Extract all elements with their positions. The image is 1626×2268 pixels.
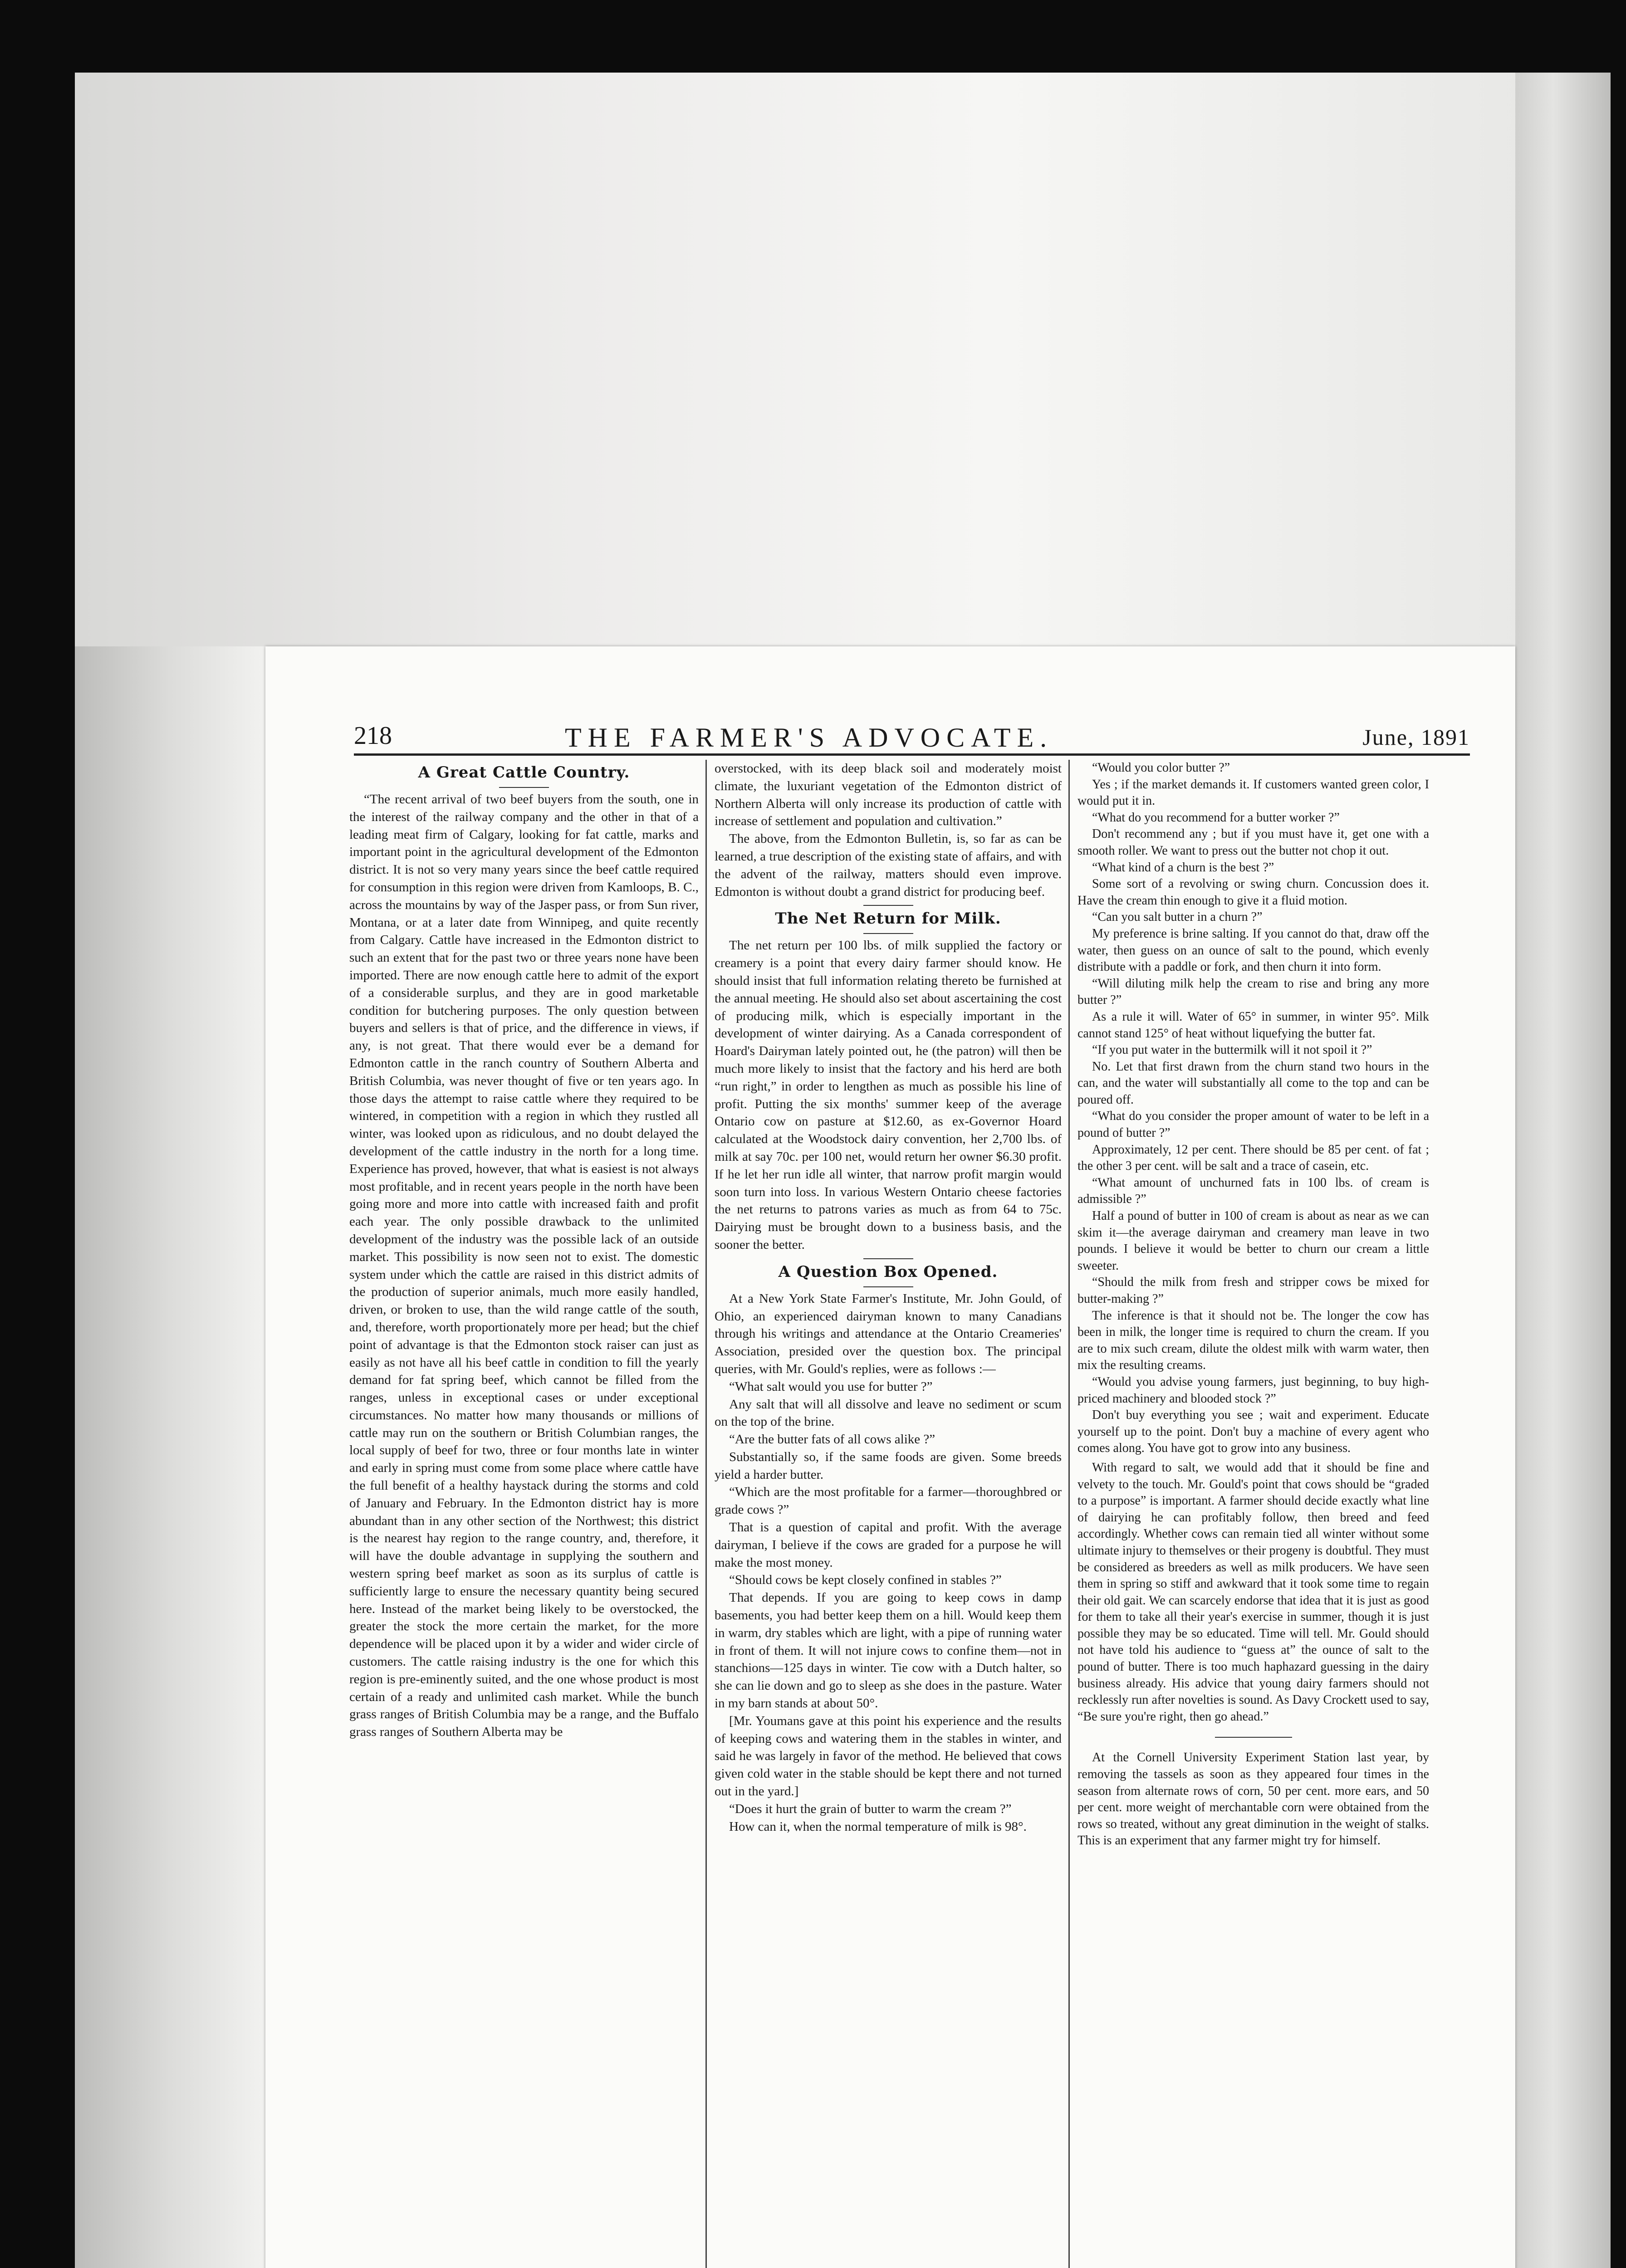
qa-paragraph: Half a pound of butter in 100 of cream is about as near as we can skim it—the average dairyman and creamery man leave in two pounds. I believe it would be better to churn our cream a little sweeter. bbox=[1077, 1209, 1429, 1273]
qa-paragraph: “What amount of unchurned fats in 100 lbs. of cream is admissible ?” bbox=[1077, 1175, 1429, 1207]
qa-paragraph: My preference is brine salting. If you cannot do that, draw off the water, then guess on an ounce of salt to the pound, which evenly distribute with a paddle or fork, and then churn it into form. bbox=[1077, 926, 1429, 974]
scan-border-top bbox=[0, 0, 1626, 73]
qa-paragraph: “Which are the most profitable for a farmer—thoroughbred or grade cows ?” bbox=[715, 1485, 1062, 1517]
column-divider bbox=[705, 760, 707, 2268]
qa-paragraph: “What salt would you use for butter ?” bbox=[729, 1379, 933, 1394]
article-continuation-cattle: overstocked, with its deep black soil and moderately moist climate, the luxuriant vegetation of the Edmonton district of Northern Alberta will only increase its production of cattle with increase of settlement and population and cultivation.” bbox=[715, 761, 1062, 829]
question-answer-list bbox=[1077, 760, 1429, 1457]
qa-paragraph: “What kind of a churn is the best ?” bbox=[1092, 860, 1274, 875]
article-body-net-return: The net return per 100 lbs. of milk supplied the factory or creamery is a point that every dairy farmer should know. He should insist that full information relating thereto be furnished at the annual meeting. He should also set about ascertaining the cost of producing milk, which is especially important in the development of winter dairying. As a Canada correspondent of Hoard's Dairyman lately pointed out, he (the patron) will then be much more likely to insist that the factory and his herd are both “run right,” in order to lengthen as much as possible his line of profit. Putting the six months' summer keep of the average Ontario cow on pasture at $12.60, as ex-Governor Hoard calculated at the Woodstock dairy convention, her 2,700 lbs. of milk at say 70c. per 100 net, would return her owner $6.30 profit. If he let her run idle all winter, that narrow profit margin would soon turn into loss. In various Western Ontario cheese factories the net returns to patrons varies as much as from 64 to 75c. Dairying must be brought down to a business basis, and the sooner the better. bbox=[715, 938, 1062, 1252]
section-rule bbox=[1215, 1737, 1292, 1738]
scan-border-left bbox=[0, 0, 75, 2268]
qa-paragraph: “Should the milk from fresh and stripper cows be mixed for butter-making ?” bbox=[1077, 1275, 1429, 1306]
section-rule bbox=[863, 1258, 913, 1259]
qa-paragraph: Don't recommend any ; but if you must have it, get one with a smooth roller. We want to press out the butter not chop it out. bbox=[1077, 827, 1429, 858]
scan-upper-area bbox=[75, 73, 1611, 646]
qa-paragraph: “Would you advise young farmers, just beginning, to buy high-priced machinery and blooded stock ?” bbox=[1077, 1374, 1429, 1406]
qa-paragraph: “Does it hurt the grain of butter to warm the cream ?” bbox=[729, 1801, 1012, 1816]
scan-left-shadow bbox=[75, 646, 265, 2268]
journal-title: THE FARMER'S ADVOCATE. bbox=[565, 723, 1053, 753]
issue-date: June, 1891 bbox=[1362, 724, 1470, 750]
article-heading-cattle: A Great Cattle Country. bbox=[418, 763, 630, 782]
article-body-cattle: “The recent arrival of two beef buyers from the south, one in the interest of the railway company and the other in that of a leading meat firm of Calgary, looking for fat cattle, marks and important point in the agricultural development of the Edmonton district. It is not so very many years since the beef cattle required for consumption in this region were driven from Kamloops, B. C., across the mountains by way of the Jasper pass, or from Sun river, Montana, or at a later date from Winnipeg, and quite recently from Calgary. Cattle have increased in the Edmonton district to such an extent that for the past two or three years none have been imported. There are now enough cattle here to admit of the export of a considerable surplus, and they are in good marketable condition for butchering purposes. The only question between buyers and sellers is that of price, and the difference in views, if any, is not great. That there would ever be a demand for Edmonton cattle in the ranch country of Southern Alberta and British Columbia, was never thought of five or ten years ago. In those days the attempt to raise cattle where they required to be wintered, in competition with a region in which they rustled all winter, was looked upon as ridiculous, and no doubt delayed the development of the cattle industry in the north for a long time. Experience has proved, however, that what is easiest is not always most profitable, and in recent years people in the north have been going more and more into cattle with increased faith and profit each year. The only possible drawback to the unlimited development of the industry was the possible lack of an outside market. This possibility is now seen not to exist. The domestic system under which the cattle are raised in this district admits of the production of superior animals, much more easily handled, driven, or broken to use, than the wild range cattle of the south, and, therefore, worth proportionately more per head; but the chief point of advantage is that the Edmonton stock raiser can just as easily as not have all his beef cattle in condition to fill the yearly demand for fat spring beef, which cannot be filled from the ranges, unless in exceptional cases or under exceptional circumstances. No matter how many thousands or millions of cattle may run on the southern or British Columbian ranges, the local supply of beef for two, three or four months late in winter and early in spring must come from some place where cattle have the full benefit of a healthy haystack during the storms and cold of January and February. In the Edmonton district hay is more abundant than in any other section of the Northwest; this district is the nearest hay region to the range country, and, therefore, it will have the double advantage in supplying the southern and western spring beef market as soon as its surplus of cattle is sufficiently large to ensure the necessary quantity being secured here. Instead of the market being likely to be overstocked, the greater the stock the more certain the market, for the more dependence will be placed upon it by a wider and wider circle of customers. The cattle raising industry is the one for which this region is pre-eminently suited, and the one whose product is most certain of a ready and unlimited cash market. While the bunch grass ranges of British Columbia may be a range, and the Buffalo grass ranges of Southern Alberta may be bbox=[349, 792, 699, 1740]
qa-paragraph: “What do you consider the proper amount of water to be left in a pound of butter ?” bbox=[1077, 1109, 1429, 1140]
qa-paragraph: “What do you recommend for a butter worker ?” bbox=[1092, 810, 1340, 825]
qa-paragraph: How can it, when the normal temperature of milk is 98°. bbox=[729, 1819, 1027, 1834]
qa-paragraph: As a rule it will. Water of 65° in summer, in winter 95°. Milk cannot stand 125° of heat without liquefying the butter fat. bbox=[1077, 1009, 1429, 1041]
masthead bbox=[354, 721, 1470, 753]
column-2 bbox=[715, 760, 1062, 2268]
qa-paragraph: No. Let that first drawn from the churn stand two hours in the can, and the water will substantially all come to the top and can be poured off. bbox=[1077, 1059, 1429, 1107]
qa-paragraph: Approximately, 12 per cent. There should be 85 per cent. of fat ; the other 3 per cent. will be salt and a trace of casein, etc. bbox=[1077, 1142, 1429, 1173]
qa-paragraph: “Would you color butter ?” bbox=[1092, 761, 1230, 775]
qa-paragraph: That is a question of capital and profit. With the average dairyman, I believe if the cows are graded for a purpose he will make the most money. bbox=[715, 1520, 1062, 1570]
page-number: 218 bbox=[354, 722, 392, 750]
column-3 bbox=[1077, 760, 1429, 2268]
masthead-rule bbox=[354, 753, 1470, 756]
editorial-comment: With regard to salt, we would add that it should be fine and velvety to the touch. Mr. Gould's point that cows should be “graded to a purpose” is important. A farmer should decide exactly what line of dairying he can profitably follow, then breed and feed accordingly. Whether cows can remain tied all winter without some ultimate injury to themselves or their progeny is doubtful. They must be considered as breeders as well as milk producers. We have seen them in spring so stiff and awkward that it took some time to regain their old gait. We can scarcely endorse that idea that it is just as good for them to take all their year's exercise in summer, though it is just possible they may be so educated. Time will tell. Mr. Gould should not have told his audience to “guess at” the ounce of salt to the pound of butter. There is too much haphazard guessing in the dairy business already. His advice that young dairy farmers should not recklessly run after novelties is sound. As Davy Crockett used to say, “Be sure you're right, then go ahead.” bbox=[1077, 1460, 1429, 1724]
scan-border-right bbox=[1611, 0, 1626, 2268]
qa-paragraph: Some sort of a revolving or swing churn. Concussion does it. Have the cream thin enough to give it a fluid motion. bbox=[1077, 877, 1429, 908]
qa-paragraph: Any salt that will all dissolve and leave no sediment or scum on the top of the brine. bbox=[715, 1397, 1062, 1429]
qa-paragraph: Substantially so, if the same foods are given. Some breeds yield a harder butter. bbox=[715, 1449, 1062, 1482]
section-rule bbox=[863, 905, 913, 906]
qa-paragraph: “Can you salt butter in a churn ?” bbox=[1092, 910, 1263, 924]
article-heading-net-return: The Net Return for Milk. bbox=[775, 909, 1001, 928]
qa-paragraph: The inference is that it should not be. The longer the cow has been in milk, the longer time is required to churn the cream. If you are to mix such cream, dilute the oldest milk with warm water, then mix the resulting creams. bbox=[1077, 1308, 1429, 1373]
qa-paragraph: “Should cows be kept closely confined in stables ?” bbox=[729, 1573, 1002, 1588]
scan-right-strip bbox=[1515, 73, 1611, 2268]
heading-rule bbox=[863, 933, 913, 934]
newspaper-page bbox=[265, 646, 1515, 2268]
qa-paragraph: “If you put water in the buttermilk will it not spoil it ?” bbox=[1092, 1043, 1372, 1057]
question-box-intro: At a New York State Farmer's Institute, Mr. John Gould, of Ohio, an experienced dairyman known to many Canadians through his writings and attendance at the Ontario Creameries' Association, presided over the question box. The principal queries, with Mr. Gould's replies, were as follows :— bbox=[715, 1291, 1062, 1376]
qa-paragraph: That depends. If you are going to keep cows in damp basements, you had better keep them on a hill. Would keep them in warm, dry stables which are light, with a pipe of running water in front of them. It will not injure cows to confine them—not in stanchions—125 days in winter. Tie cow with a Dutch halter, so she can lie down and go to sleep as she does in the pasture. Water in my barn stands at about 50°. bbox=[715, 1590, 1062, 1711]
qa-paragraph: [Mr. Youmans gave at this point his experience and the results of keeping cows and watering them in the stables in winter, and said he was largely in favor of the method. He believed that cows given cold water in the stable should be kept there and not turned out in the yard.] bbox=[715, 1713, 1062, 1799]
qa-paragraph: “Are the butter fats of all cows alike ?” bbox=[729, 1432, 935, 1447]
cornell-note: At the Cornell University Experiment Station last year, by removing the tassels as soon as they appeared four times in the season from alternate rows of corn, 50 per cent. more ears, and 50 per cent. more weight of merchantable corn were obtained from the rows so treated, without any great diminution in the weight of stalks. This is an experiment that any farmer might try for himself. bbox=[1077, 1750, 1429, 1848]
editorial-note-edmonton: The above, from the Edmonton Bulletin, is, so far as can be learned, a true description of the existing state of affairs, and with the advent of the railway, matters should even improve. Edmonton is without doubt a grand district for producing beef. bbox=[715, 831, 1062, 899]
heading-rule bbox=[863, 1286, 913, 1287]
question-answer-list bbox=[715, 1378, 1062, 1836]
heading-rule bbox=[499, 787, 549, 788]
article-heading-question-box: A Question Box Opened. bbox=[778, 1262, 998, 1281]
column-divider bbox=[1068, 760, 1070, 2268]
column-1 bbox=[349, 760, 699, 2268]
qa-paragraph: “Will diluting milk help the cream to rise and bring any more butter ?” bbox=[1077, 976, 1429, 1007]
qa-paragraph: Yes ; if the market demands it. If customers wanted green color, I would put it in. bbox=[1077, 777, 1429, 808]
qa-paragraph: Don't buy everything you see ; wait and experiment. Educate yourself up to the point. Don't buy a machine of every agent who comes along. You have got to grow into any business. bbox=[1077, 1408, 1429, 1456]
